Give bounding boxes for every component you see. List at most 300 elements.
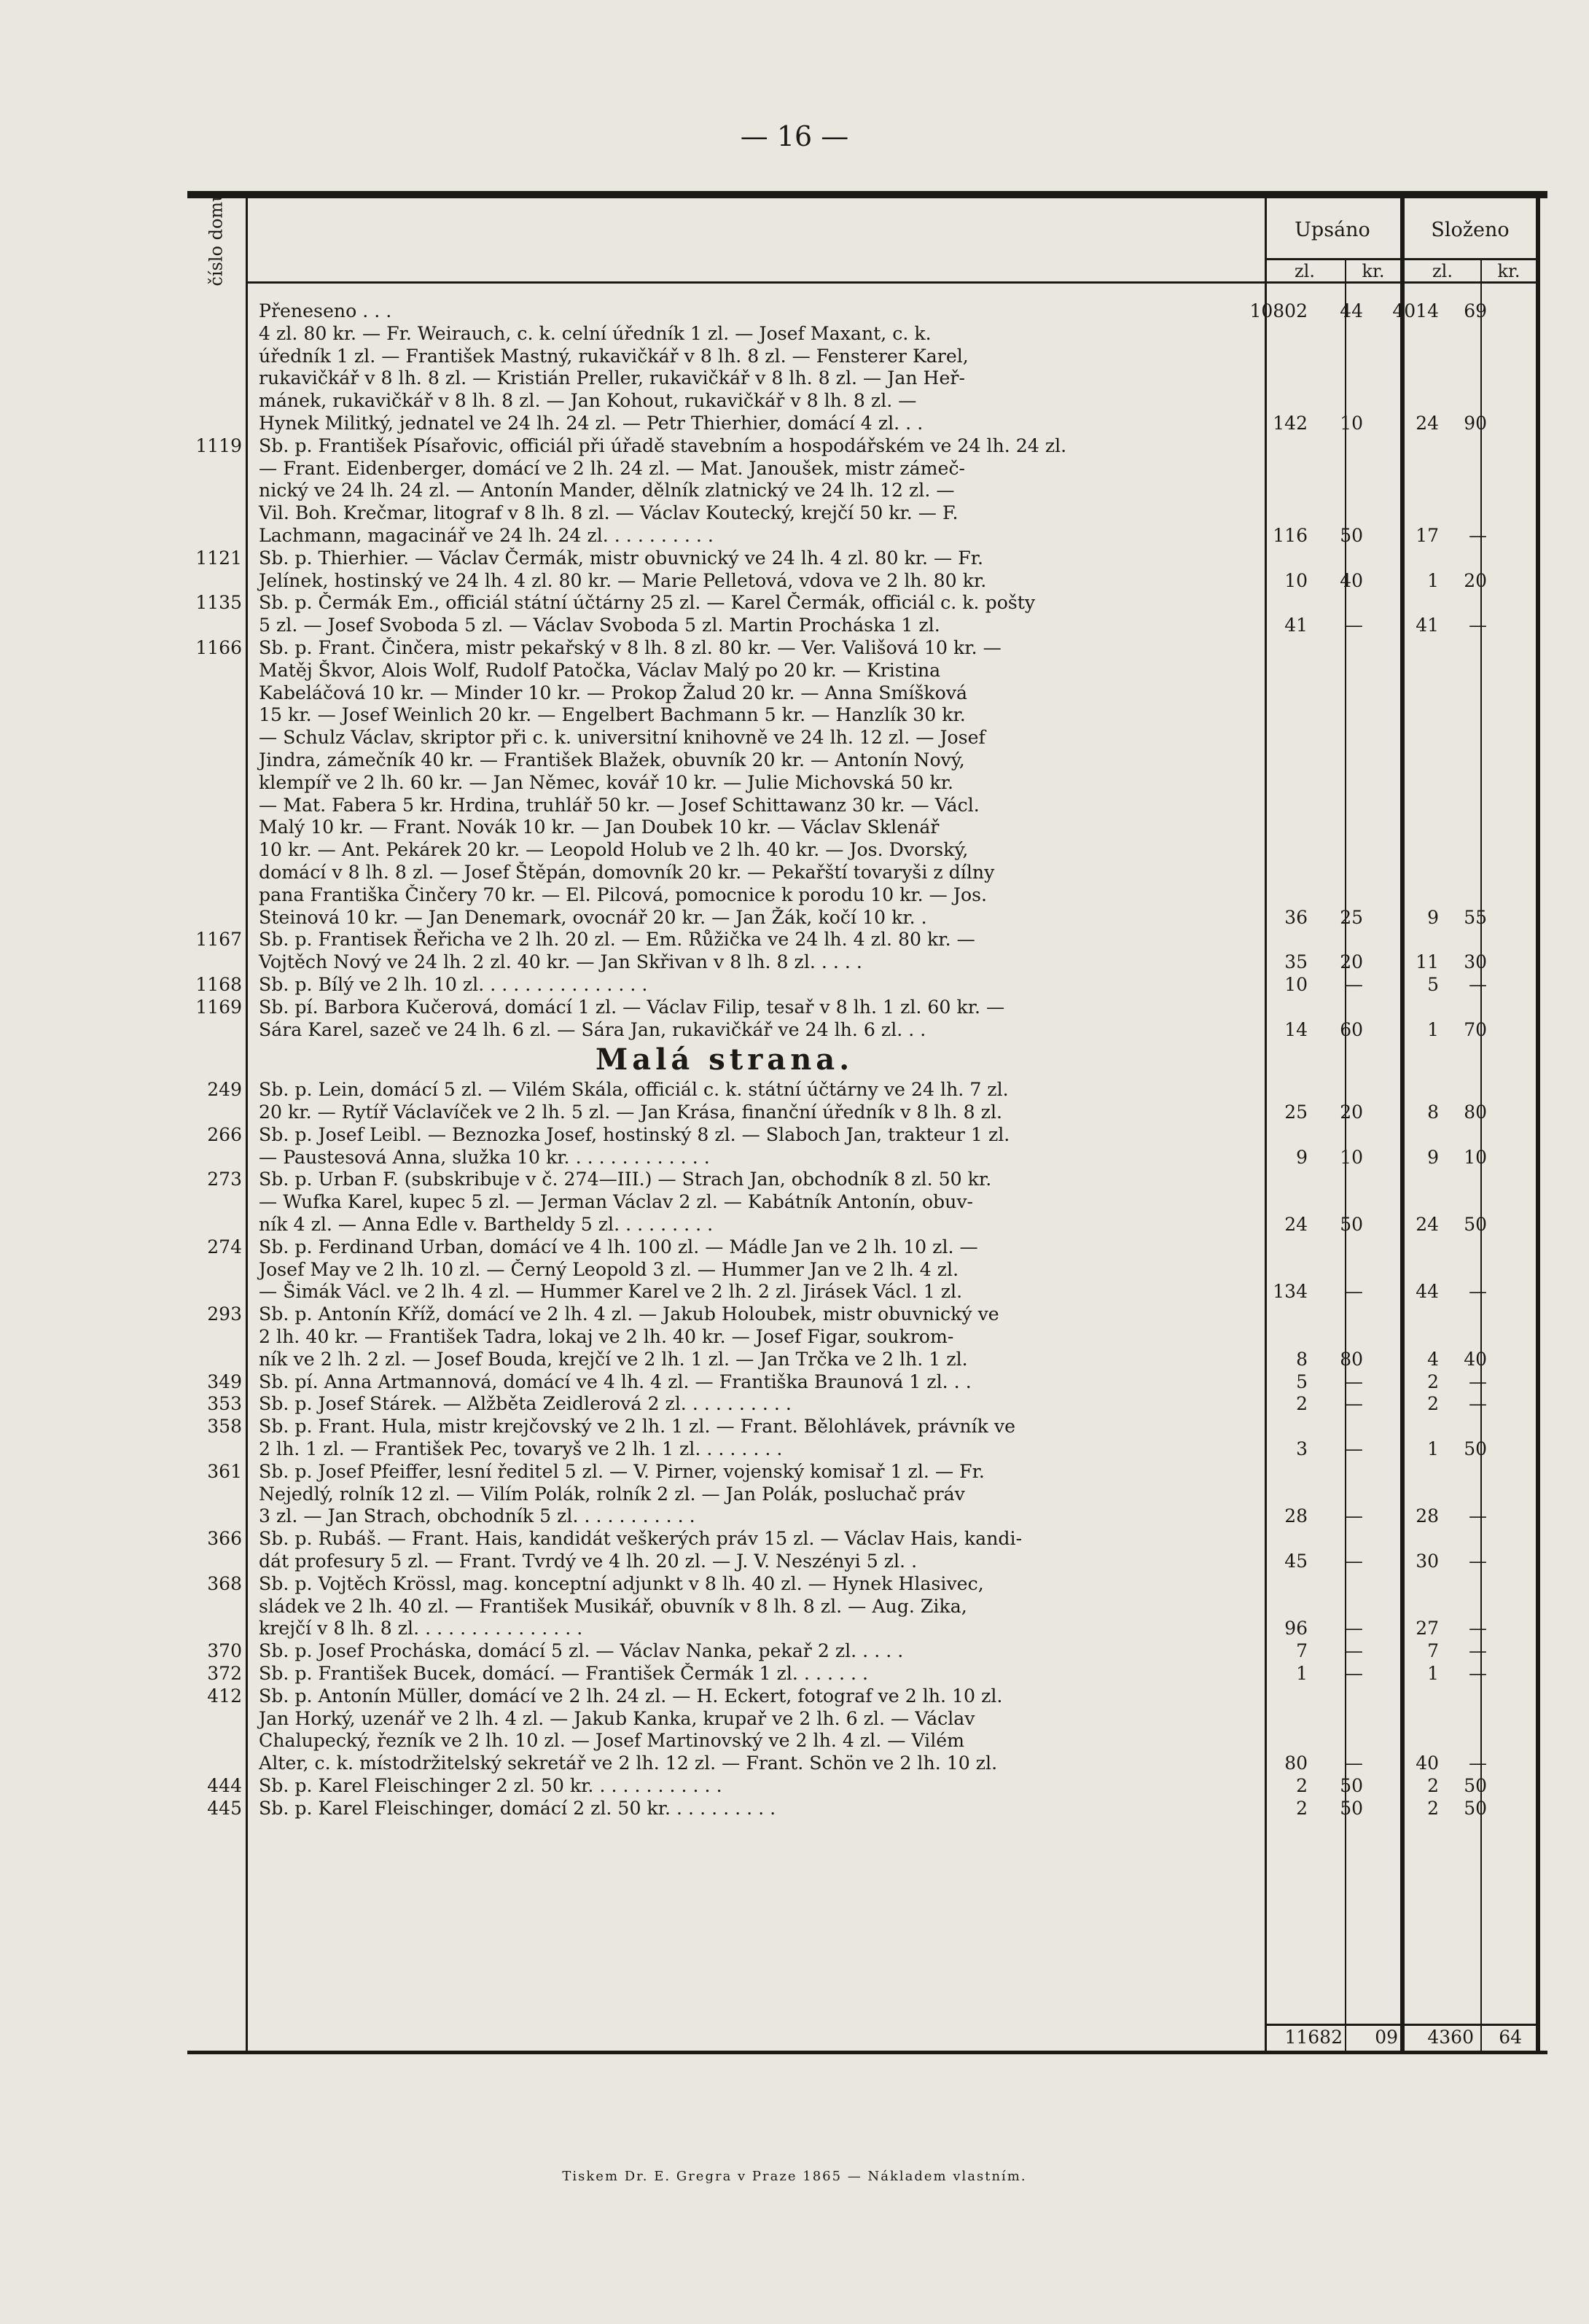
entry-text: mánek, rukavičkář v 8 lh. 8 zl. — Jan Kohout, rukavičkář v 8 lh. 8 zl. — bbox=[259, 390, 917, 412]
upsano-zl: 28 bbox=[1284, 1505, 1308, 1527]
table-row bbox=[187, 1169, 1547, 1191]
table-row bbox=[187, 974, 1547, 997]
table-row bbox=[187, 1079, 1547, 1101]
table-row bbox=[187, 660, 1547, 682]
slozeno-kr: 30 bbox=[1464, 951, 1487, 973]
entry-text: — Paustesová Anna, služka 10 kr. . . . . . . . . . . . . bbox=[259, 1146, 710, 1168]
slozeno-kr bbox=[1445, 1461, 1493, 1483]
entry-text: Sb. p. Antonín Müller, domácí ve 2 lh. 24 zl. — H. Eckert, fotograf ve 2 lh. 10 zl. bbox=[259, 1685, 1003, 1707]
header-house-number: číslo domu bbox=[206, 190, 227, 286]
house-number: 349 bbox=[207, 1370, 242, 1392]
table-row bbox=[187, 1281, 1547, 1303]
slozeno-zl bbox=[1369, 1596, 1445, 1618]
upsano-zl bbox=[1233, 1079, 1313, 1101]
slozeno-kr: 70 bbox=[1464, 1018, 1487, 1040]
slozeno-kr bbox=[1445, 390, 1493, 413]
table-row bbox=[187, 1573, 1547, 1596]
upsano-kr bbox=[1313, 1461, 1369, 1483]
slozeno-kr bbox=[1445, 346, 1493, 368]
upsano-kr bbox=[1313, 816, 1369, 839]
slozeno-zl bbox=[1369, 1079, 1445, 1101]
table-row bbox=[187, 816, 1547, 839]
slozeno-kr bbox=[1445, 502, 1493, 525]
upsano-kr: 50 bbox=[1340, 524, 1363, 546]
upsano-zl bbox=[1233, 502, 1313, 525]
house-number bbox=[187, 749, 246, 772]
subscription-table bbox=[187, 191, 1547, 2064]
slozeno-zl bbox=[1369, 772, 1445, 795]
slozeno-zl: 8 bbox=[1427, 1101, 1439, 1123]
slozeno-zl bbox=[1369, 480, 1445, 502]
house-number: 372 bbox=[207, 1663, 242, 1685]
table-row bbox=[187, 367, 1547, 390]
upsano-kr bbox=[1313, 1191, 1369, 1214]
entry-text: Sb. p. Josef Pfeiffer, lesní ředitel 5 zl. — V. Pirner, vojenský komisař 1 zl. — Fr. bbox=[259, 1460, 985, 1482]
slozeno-kr bbox=[1445, 1708, 1493, 1731]
slozeno-zl bbox=[1369, 346, 1445, 368]
house-number: 445 bbox=[207, 1797, 242, 1819]
entry-text: Sb. p. Frantisek Řeřicha ve 2 lh. 20 zl. — Em. Růžička ve 24 lh. 4 zl. 80 kr. — bbox=[259, 929, 975, 951]
table-row bbox=[187, 795, 1547, 817]
entry-text: Sb. p. Čermák Em., officiál státní účtárny 25 zl. — Karel Čermák, officiál c. k. pošty bbox=[259, 592, 1036, 614]
slozeno-kr bbox=[1445, 727, 1493, 749]
upsano-zl bbox=[1233, 839, 1313, 862]
upsano-kr bbox=[1313, 367, 1369, 390]
house-number bbox=[187, 1505, 246, 1528]
total-upsano-kr: 09 bbox=[1375, 2027, 1398, 2048]
upsano-kr bbox=[1313, 1708, 1369, 1731]
entry-text: — Schulz Václav, skriptor při c. k. universitní knihovně ve 24 lh. 12 zl. — Josef bbox=[259, 727, 985, 749]
slozeno-zl bbox=[1369, 1528, 1445, 1551]
slozeno-kr: — bbox=[1469, 1663, 1487, 1685]
upsano-kr: 60 bbox=[1340, 1018, 1363, 1040]
upsano-kr: — bbox=[1345, 1370, 1363, 1392]
house-number bbox=[187, 1349, 246, 1371]
slozeno-zl bbox=[1369, 1730, 1445, 1752]
page-number: — 16 — bbox=[740, 120, 849, 152]
upsano-kr bbox=[1313, 435, 1369, 458]
house-number bbox=[187, 1483, 246, 1506]
table-row bbox=[187, 1663, 1547, 1685]
entry-text: Sb. p. Karel Fleischinger 2 zl. 50 kr. . . . . . . . . . . . bbox=[259, 1775, 722, 1796]
upsano-zl bbox=[1233, 547, 1313, 570]
table-row bbox=[187, 570, 1547, 593]
entry-text: 10 kr. — Ant. Pekárek 20 kr. — Leopold Holub ve 2 lh. 40 kr. — Jos. Dvorský, bbox=[259, 839, 969, 861]
upsano-kr bbox=[1313, 547, 1369, 570]
entry-text: Sb. p. Thierhier. — Václav Čermák, mistr obuvnický ve 24 lh. 4 zl. 80 kr. — Fr. bbox=[259, 547, 983, 569]
upsano-zl bbox=[1233, 772, 1313, 795]
slozeno-zl: 41 bbox=[1416, 615, 1439, 636]
upsano-zl bbox=[1233, 1483, 1313, 1506]
upsano-kr bbox=[1313, 929, 1369, 951]
upsano-zl: 41 bbox=[1284, 615, 1308, 636]
table-row bbox=[187, 502, 1547, 525]
upsano-zl bbox=[1233, 704, 1313, 727]
upsano-zl bbox=[1233, 727, 1313, 749]
entry-text: Sb. p. Frant. Činčera, mistr pekařský v 8 lh. 8 zl. 80 kr. — Ver. Vališová 10 kr. — bbox=[259, 636, 1002, 658]
upsano-kr bbox=[1313, 1730, 1369, 1752]
upsano-zl bbox=[1233, 1596, 1313, 1618]
upsano-zl: 96 bbox=[1284, 1618, 1308, 1639]
entry-text: — Šimák Václ. ve 2 lh. 4 zl. — Hummer Karel ve 2 lh. 2 zl. Jirásek Václ. 1 zl. bbox=[259, 1281, 963, 1303]
slozeno-zl bbox=[1369, 839, 1445, 862]
slozeno-zl: 1 bbox=[1427, 1438, 1439, 1460]
table-row bbox=[187, 1685, 1547, 1708]
upsano-kr bbox=[1313, 1573, 1369, 1596]
house-number bbox=[187, 660, 246, 682]
upsano-kr: 10 bbox=[1340, 1146, 1363, 1168]
header-rule bbox=[1265, 258, 1540, 260]
slozeno-kr: 50 bbox=[1464, 1797, 1487, 1819]
slozeno-zl bbox=[1369, 1259, 1445, 1282]
upsano-kr bbox=[1313, 862, 1369, 884]
slozeno-kr bbox=[1445, 435, 1493, 458]
slozeno-kr: 69 bbox=[1464, 300, 1487, 321]
upsano-zl bbox=[1233, 1169, 1313, 1191]
slozeno-kr: 40 bbox=[1464, 1348, 1487, 1370]
slozeno-kr bbox=[1445, 1416, 1493, 1438]
slozeno-zl bbox=[1369, 1483, 1445, 1506]
entry-text: Kabeláčová 10 kr. — Minder 10 kr. — Prokop Žalud 20 kr. — Anna Smíšková bbox=[259, 682, 968, 703]
upsano-zl bbox=[1233, 1461, 1313, 1483]
slozeno-zl: 2 bbox=[1427, 1775, 1439, 1796]
upsano-kr bbox=[1313, 1124, 1369, 1147]
slozeno-kr bbox=[1445, 1730, 1493, 1752]
house-number bbox=[187, 1752, 246, 1775]
slozeno-zl: 2 bbox=[1427, 1797, 1439, 1819]
entry-text: úředník 1 zl. — František Mastný, rukavičkář v 8 lh. 8 zl. — Fensterer Karel, bbox=[259, 345, 969, 367]
house-number bbox=[187, 1438, 246, 1461]
upsano-kr: — bbox=[1345, 1618, 1363, 1639]
upsano-kr: — bbox=[1345, 1663, 1363, 1685]
entry-text: — Wufka Karel, kupec 5 zl. — Jerman Václav 2 zl. — Kabátník Antonín, obuv- bbox=[259, 1191, 974, 1213]
table-row bbox=[187, 458, 1547, 480]
house-number bbox=[187, 390, 246, 413]
upsano-kr: 25 bbox=[1340, 906, 1363, 928]
header-slozeno-zl: zl. bbox=[1432, 261, 1453, 281]
upsano-kr bbox=[1313, 458, 1369, 480]
entry-text: Sb. p. Urban F. (subskribuje v č. 274—III.) — Strach Jan, obchodník 8 zl. 50 kr. bbox=[259, 1169, 992, 1190]
entry-text: Sb. p. Josef Procháska, domácí 5 zl. — Václav Nanka, pekař 2 zl. . . . . bbox=[259, 1640, 904, 1662]
table-row bbox=[187, 413, 1547, 435]
slozeno-kr bbox=[1445, 1685, 1493, 1708]
upsano-kr: — bbox=[1345, 1505, 1363, 1527]
entry-text: Jelínek, hostinský ve 24 lh. 4 zl. 80 kr. — Marie Pelletová, vdova ve 2 lh. 80 kr. bbox=[259, 569, 987, 591]
table-row bbox=[187, 615, 1547, 637]
slozeno-zl bbox=[1369, 1461, 1445, 1483]
upsano-kr bbox=[1313, 884, 1369, 907]
section-title: Malá strana. bbox=[596, 1042, 854, 1077]
house-number: 1168 bbox=[195, 973, 242, 995]
upsano-zl: 10802 bbox=[1249, 300, 1308, 321]
entry-text: rukavičkář v 8 lh. 8 zl. — Kristián Preller, rukavičkář v 8 lh. 8 zl. — Jan Heř- bbox=[259, 367, 965, 389]
upsano-kr bbox=[1313, 727, 1369, 749]
slozeno-kr bbox=[1445, 480, 1493, 502]
entry-text: sládek ve 2 lh. 40 zl. — František Musikář, obuvník v 8 lh. 8 zl. — Aug. Zika, bbox=[259, 1595, 967, 1617]
header-slozeno-kr: kr. bbox=[1497, 261, 1520, 281]
table-row bbox=[187, 637, 1547, 660]
upsano-zl bbox=[1233, 1191, 1313, 1214]
slozeno-zl: 28 bbox=[1416, 1505, 1439, 1527]
slozeno-zl bbox=[1369, 1685, 1445, 1708]
slozeno-kr bbox=[1445, 884, 1493, 907]
slozeno-zl: 1 bbox=[1427, 1663, 1439, 1685]
upsano-zl bbox=[1233, 1685, 1313, 1708]
slozeno-kr: — bbox=[1469, 1370, 1487, 1392]
slozeno-kr bbox=[1445, 929, 1493, 951]
slozeno-zl bbox=[1369, 660, 1445, 682]
upsano-kr bbox=[1313, 1169, 1369, 1191]
house-number: 273 bbox=[207, 1169, 242, 1190]
slozeno-zl bbox=[1369, 592, 1445, 615]
header-upsano: Upsáno bbox=[1295, 219, 1370, 241]
upsano-kr: 80 bbox=[1340, 1348, 1363, 1370]
slozeno-kr: — bbox=[1469, 973, 1487, 995]
slozeno-zl bbox=[1369, 682, 1445, 705]
table-row bbox=[187, 1618, 1547, 1640]
slozeno-kr bbox=[1445, 839, 1493, 862]
table-row bbox=[187, 1798, 1547, 1820]
table-row bbox=[187, 1640, 1547, 1663]
house-number: 274 bbox=[207, 1236, 242, 1257]
house-number bbox=[187, 367, 246, 390]
upsano-kr bbox=[1313, 323, 1369, 346]
slozeno-kr: — bbox=[1469, 1618, 1487, 1639]
house-number bbox=[187, 884, 246, 907]
header-upsano-kr: kr. bbox=[1362, 261, 1385, 281]
upsano-kr bbox=[1313, 1528, 1369, 1551]
slozeno-kr: 80 bbox=[1464, 1101, 1487, 1123]
entry-text: ník ve 2 lh. 2 zl. — Josef Bouda, krejčí ve 2 lh. 1 zl. — Jan Trčka ve 2 lh. 1 zl. bbox=[259, 1348, 968, 1370]
upsano-zl bbox=[1233, 1303, 1313, 1326]
upsano-zl: 9 bbox=[1296, 1146, 1308, 1168]
table-row bbox=[187, 435, 1547, 458]
upsano-kr bbox=[1313, 480, 1369, 502]
table-bottom-rule bbox=[187, 2051, 1547, 2054]
upsano-kr bbox=[1313, 772, 1369, 795]
upsano-kr bbox=[1313, 502, 1369, 525]
slozeno-zl bbox=[1369, 1573, 1445, 1596]
table-row bbox=[187, 1236, 1547, 1259]
house-number bbox=[187, 907, 246, 929]
upsano-kr bbox=[1313, 1685, 1369, 1708]
upsano-zl: 10 bbox=[1284, 973, 1308, 995]
upsano-kr bbox=[1313, 795, 1369, 817]
table-row bbox=[187, 884, 1547, 907]
upsano-zl bbox=[1233, 862, 1313, 884]
upsano-zl bbox=[1233, 346, 1313, 368]
house-number: 1119 bbox=[195, 434, 242, 456]
upsano-zl: 7 bbox=[1296, 1640, 1308, 1662]
slozeno-kr: — bbox=[1469, 524, 1487, 546]
house-number: 1166 bbox=[195, 636, 242, 658]
upsano-zl: 45 bbox=[1284, 1551, 1308, 1572]
slozeno-kr: — bbox=[1469, 1640, 1487, 1662]
house-number bbox=[187, 862, 246, 884]
entry-text: Jan Horký, uzenář ve 2 lh. 4 zl. — Jakub Kanka, krupař ve 2 lh. 6 zl. — Václav bbox=[259, 1707, 975, 1729]
slozeno-zl bbox=[1369, 929, 1445, 951]
table-row bbox=[187, 1708, 1547, 1731]
upsano-kr bbox=[1313, 997, 1369, 1019]
slozeno-zl: 44 bbox=[1416, 1281, 1439, 1303]
upsano-zl bbox=[1233, 1416, 1313, 1438]
total-slozeno-zl: 4360 bbox=[1427, 2027, 1474, 2048]
header-slozeno: Složeno bbox=[1431, 219, 1510, 241]
slozeno-kr bbox=[1445, 1528, 1493, 1551]
upsano-zl: 14 bbox=[1284, 1018, 1308, 1040]
slozeno-zl bbox=[1369, 637, 1445, 660]
table-row bbox=[187, 1775, 1547, 1798]
house-number bbox=[187, 1101, 246, 1124]
slozeno-zl bbox=[1369, 502, 1445, 525]
upsano-kr: 20 bbox=[1340, 1101, 1363, 1123]
slozeno-zl bbox=[1369, 816, 1445, 839]
house-number bbox=[187, 1326, 246, 1349]
total-slozeno-kr: 64 bbox=[1499, 2027, 1522, 2048]
header-bottom-rule bbox=[246, 281, 1540, 284]
slozeno-zl bbox=[1369, 1236, 1445, 1259]
upsano-zl bbox=[1233, 884, 1313, 907]
table-row bbox=[187, 1505, 1547, 1528]
totals-row bbox=[187, 2027, 1547, 2050]
slozeno-kr bbox=[1445, 862, 1493, 884]
slozeno-zl bbox=[1369, 323, 1445, 346]
upsano-kr: — bbox=[1345, 1640, 1363, 1662]
slozeno-kr: 20 bbox=[1464, 569, 1487, 591]
slozeno-zl: 1 bbox=[1427, 569, 1439, 591]
upsano-zl: 142 bbox=[1273, 412, 1308, 434]
table-row bbox=[187, 1483, 1547, 1506]
slozeno-zl: 4014 bbox=[1392, 300, 1439, 321]
upsano-zl bbox=[1233, 1236, 1313, 1259]
entry-text: Sb. p. Josef Leibl. — Beznozka Josef, hostinský 8 zl. — Slaboch Jan, trakteur 1 zl. bbox=[259, 1123, 1010, 1145]
slozeno-zl: 5 bbox=[1427, 973, 1439, 995]
entry-text: 20 kr. — Rytíř Václavíček ve 2 lh. 5 zl. — Jan Krása, finanční úředník v 8 lh. 8 zl. bbox=[259, 1101, 1003, 1123]
house-number bbox=[187, 458, 246, 480]
upsano-zl: 8 bbox=[1296, 1348, 1308, 1370]
table-row bbox=[187, 772, 1547, 795]
table-row bbox=[187, 839, 1547, 862]
house-number bbox=[187, 300, 246, 323]
slozeno-zl bbox=[1369, 1326, 1445, 1349]
slozeno-zl: 2 bbox=[1427, 1370, 1439, 1392]
table-row bbox=[187, 749, 1547, 772]
house-number: 358 bbox=[207, 1416, 242, 1438]
slozeno-zl bbox=[1369, 1169, 1445, 1191]
table-row bbox=[187, 1214, 1547, 1236]
totals-rule bbox=[1265, 2024, 1540, 2026]
table-row bbox=[187, 1416, 1547, 1438]
slozeno-zl bbox=[1369, 884, 1445, 907]
house-number: 370 bbox=[207, 1640, 242, 1662]
entry-text: Nejedlý, rolník 12 zl. — Vilím Polák, rolník 2 zl. — Jan Polák, posluchač práv bbox=[259, 1483, 965, 1505]
upsano-zl: 10 bbox=[1284, 569, 1308, 591]
slozeno-zl: 7 bbox=[1427, 1640, 1439, 1662]
upsano-zl bbox=[1233, 1259, 1313, 1282]
table-row bbox=[187, 1191, 1547, 1214]
table-row bbox=[187, 346, 1547, 368]
table-row bbox=[187, 727, 1547, 749]
slozeno-zl: 40 bbox=[1416, 1752, 1439, 1774]
house-number bbox=[187, 1147, 246, 1169]
upsano-kr bbox=[1313, 1079, 1369, 1101]
house-number: 368 bbox=[207, 1572, 242, 1594]
slozeno-zl: 9 bbox=[1427, 1146, 1439, 1168]
slozeno-kr: — bbox=[1469, 1505, 1487, 1527]
table-row bbox=[187, 390, 1547, 413]
upsano-zl bbox=[1233, 592, 1313, 615]
table-row bbox=[187, 1371, 1547, 1394]
slozeno-kr bbox=[1445, 795, 1493, 817]
upsano-zl bbox=[1233, 1708, 1313, 1731]
upsano-zl bbox=[1233, 1528, 1313, 1551]
upsano-zl bbox=[1233, 390, 1313, 413]
house-number bbox=[187, 1730, 246, 1752]
upsano-kr: 50 bbox=[1340, 1214, 1363, 1236]
house-number bbox=[187, 1191, 246, 1214]
table-row bbox=[187, 862, 1547, 884]
house-number bbox=[187, 839, 246, 862]
house-number: 1167 bbox=[195, 929, 242, 951]
upsano-zl bbox=[1233, 660, 1313, 682]
slozeno-zl bbox=[1369, 367, 1445, 390]
upsano-kr bbox=[1313, 1326, 1369, 1349]
table-row bbox=[187, 1461, 1547, 1483]
entry-text: krejčí v 8 lh. 8 zl. . . . . . . . . . . . . . . bbox=[259, 1618, 583, 1639]
upsano-zl: 116 bbox=[1273, 524, 1308, 546]
slozeno-kr: — bbox=[1469, 1551, 1487, 1572]
slozeno-kr bbox=[1445, 1124, 1493, 1147]
upsano-kr: — bbox=[1345, 1752, 1363, 1774]
upsano-kr bbox=[1313, 1236, 1369, 1259]
upsano-zl bbox=[1233, 367, 1313, 390]
slozeno-kr bbox=[1445, 367, 1493, 390]
house-number bbox=[187, 323, 246, 346]
entry-text: Vojtěch Nový ve 24 lh. 2 zl. 40 kr. — Jan Skřivan v 8 lh. 8 zl. . . . . bbox=[259, 951, 862, 973]
slozeno-kr: 90 bbox=[1464, 412, 1487, 434]
slozeno-zl bbox=[1369, 1708, 1445, 1731]
entry-text: Jindra, zámečník 40 kr. — František Blažek, obuvník 20 kr. — Antonín Nový, bbox=[259, 749, 965, 771]
upsano-zl bbox=[1233, 997, 1313, 1019]
house-number bbox=[187, 413, 246, 435]
house-number bbox=[187, 1281, 246, 1303]
upsano-zl bbox=[1233, 749, 1313, 772]
entry-text: Sb. p. Lein, domácí 5 zl. — Vilém Skála, officiál c. k. státní účtárny ve 24 lh. 7 zl. bbox=[259, 1079, 1009, 1101]
slozeno-kr: — bbox=[1469, 1281, 1487, 1303]
upsano-zl: 80 bbox=[1284, 1752, 1308, 1774]
upsano-kr bbox=[1313, 1483, 1369, 1506]
slozeno-kr bbox=[1445, 1259, 1493, 1282]
slozeno-kr bbox=[1445, 1303, 1493, 1326]
slozeno-zl: 24 bbox=[1416, 1214, 1439, 1236]
house-number bbox=[187, 346, 246, 368]
table-row bbox=[187, 1528, 1547, 1551]
slozeno-kr: — bbox=[1469, 615, 1487, 636]
entry-text: Sb. pí. Barbora Kučerová, domácí 1 zl. — Václav Filip, tesař v 8 lh. 1 zl. 60 kr. — bbox=[259, 996, 1005, 1018]
entry-text: dát profesury 5 zl. — Frant. Tvrdý ve 4 lh. 20 zl. — J. V. Neszényi 5 zl. . bbox=[259, 1551, 918, 1572]
upsano-kr: 20 bbox=[1340, 951, 1363, 973]
house-number bbox=[187, 704, 246, 727]
entry-text: Sb. p. František Bucek, domácí. — František Čermák 1 zl. . . . . . . bbox=[259, 1663, 868, 1685]
entry-text: ník 4 zl. — Anna Edle v. Bartheldy 5 zl. . . . . . . . . bbox=[259, 1214, 714, 1236]
table-row bbox=[187, 1147, 1547, 1169]
table-row bbox=[187, 1393, 1547, 1416]
table-row bbox=[187, 682, 1547, 705]
table-row bbox=[187, 1019, 1547, 1042]
table-row bbox=[187, 1124, 1547, 1147]
entry-text: — Mat. Fabera 5 kr. Hrdina, truhlář 50 kr. — Josef Schittawanz 30 kr. — Václ. bbox=[259, 794, 980, 816]
upsano-zl: 134 bbox=[1273, 1281, 1308, 1303]
